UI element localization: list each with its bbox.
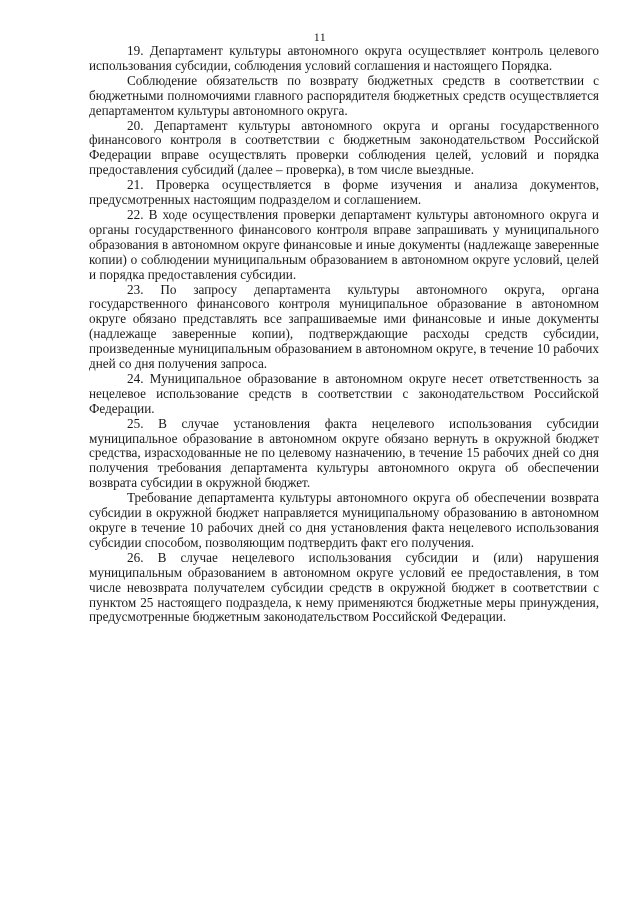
paragraph-19: 19. Департамент культуры автономного округа осуществляет контроль целевого использования субсидии, соблюдения условий соглашения и настоящего Порядка. (89, 43, 599, 73)
document-body (89, 44, 599, 625)
page-number: 11 (313, 30, 327, 44)
paragraph-21: 21. Проверка осуществляется в форме изучения и анализа документов, предусмотренных настоящим подразделом и соглашением. (89, 177, 599, 208)
paragraph-22: 22. В ходе осуществления проверки департамент культуры автономного округа и органы государственного финансового контроля вправе запрашивать у муниципального образования в автономном округе финансовые и иные документы (надлежаще заверенные копии) о соблюдении муниципальным образованием в автономном округе условий, целей и порядка предоставления субсидии. (89, 206, 599, 282)
paragraph-24: 24. Муниципальное образование в автономном округе несет ответственность за нецелевое использование средств в соответствии с законодательством Российской Федерации. (89, 370, 599, 416)
paragraph-23: 23. По запросу департамента культуры автономного округа, органа государственного финансового контроля муниципальное образование в автономном округе обязано представлять все запрашиваемые ими финансовые и иные документы (надлежаще заверенные копии), подтверждающие расходы средств субсидии, произведенные муниципальным образованием в автономном округе, в течение 10 рабочих дней со дня получения запроса. (89, 281, 599, 372)
paragraph-20: 20. Департамент культуры автономного округа и органы государственного финансового контроля в соответствии с бюджетным законодательством Российской Федерации вправе осуществлять проверки соблюдения целей, условий и порядка предоставления субсидий (далее – проверка), в том числе выездные. (89, 117, 599, 178)
paragraph-25: 25. В случае установления факта нецелевого использования субсидии муниципальное образование в автономном округе обязано вернуть в окружной бюджет средства, израсходованные не по целевому назначению, в течение 15 рабочих дней со дня получения требования департамента культуры автономного округа об обеспечении возврата субсидии в окружной бюджет. (89, 415, 599, 491)
paragraph-25-continuation: Требование департамента культуры автономного округа об обеспечении возврата субсидии в окружной бюджет направляется муниципальному образованию в автономном округе в течение 10 рабочих дней со дня установления факта нецелевого использования субсидии способом, позволяющим подтвердить факт его получения. (89, 490, 599, 550)
paragraph-19-continuation: Соблюдение обязательств по возврату бюджетных средств в соответствии с бюджетными полномочиями главного распорядителя бюджетных средств осуществляется департаментом культуры автономного округа. (89, 72, 599, 118)
paragraph-26: 26. В случае нецелевого использования субсидии и (или) нарушения муниципальным образованием в автономном округе условий ее предоставления, в том числе невозврата получателем субсидии средств в окружной бюджет в соответствии с пунктом 25 настоящего подраздела, к нему применяются бюджетные меры принуждения, предусмотренные бюджетным законодательством Российской Федерации. (89, 549, 599, 625)
